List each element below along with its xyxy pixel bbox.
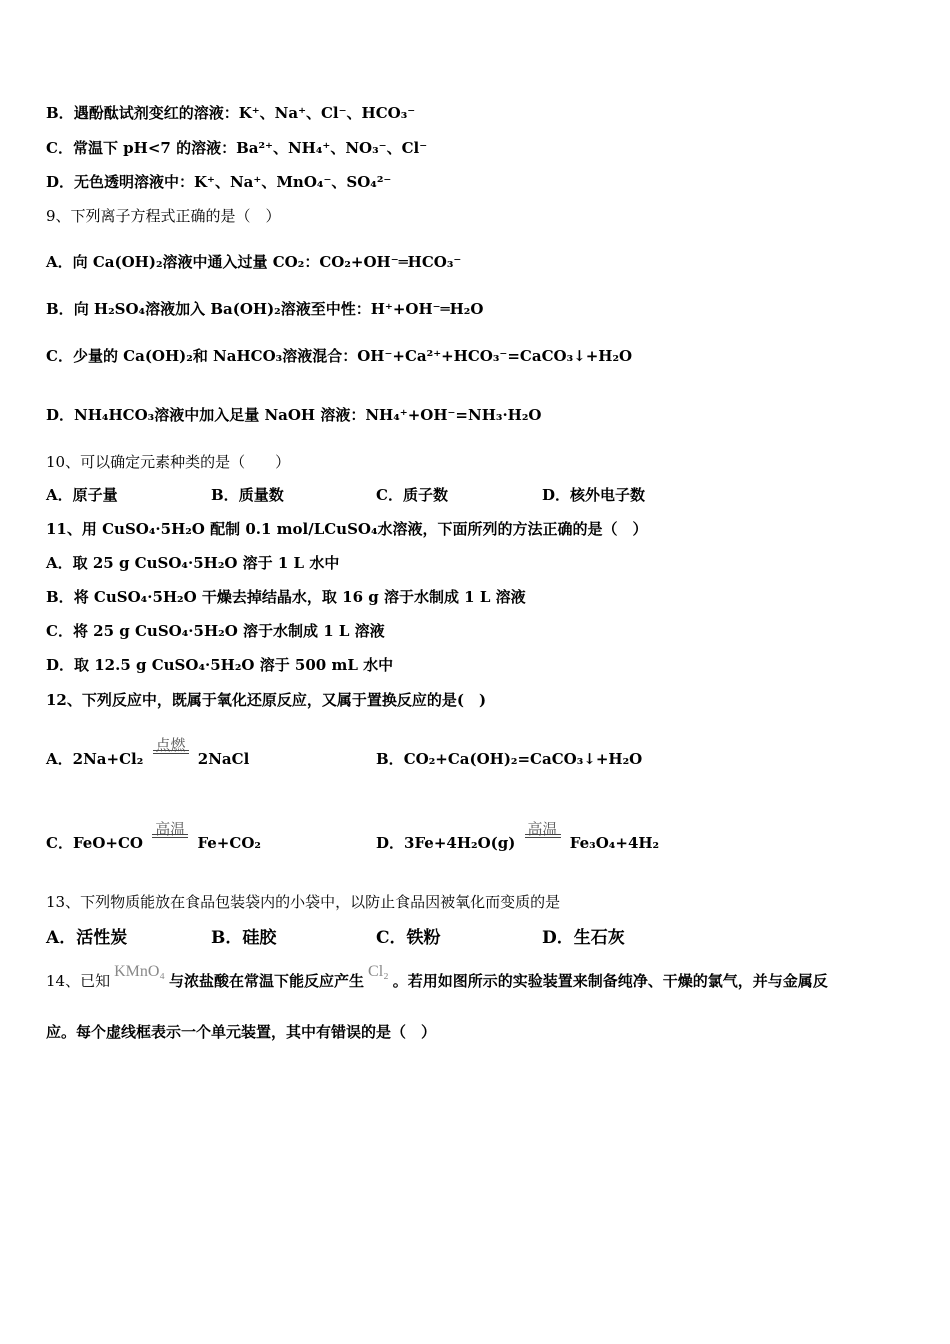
q8-option-d-text: 无色透明溶液中：K⁺、Na⁺、MnO₄⁻、SO₄²⁻ <box>74 173 392 191</box>
q10-stem: 10、可以确定元素种类的是（ ） <box>46 453 291 471</box>
q13-option-b: B．硅胶 <box>211 928 277 948</box>
q9-option-b-text: 向 H₂SO₄溶液加入 Ba(OH)₂溶液至中性：H⁺+OH⁻═H₂O <box>73 300 484 318</box>
q9-option-d: D．NH₄HCO₃溶液中加入足量 NaOH 溶液：NH₄⁺+OH⁻=NH₃·H₂O <box>46 406 542 424</box>
q10-option-a: A．原子量 <box>46 486 118 504</box>
q9-option-c: C．少量的 Ca(OH)₂和 NaHCO₃溶液混合：OH⁻+Ca²⁺+HCO₃⁻=CaCO₃↓+H₂O <box>46 347 633 365</box>
q13-option-d: D．生石灰 <box>542 928 625 948</box>
q14-stem-line2: 应。每个虚线框表示一个单元装置，其中有错误的是（ ） <box>46 1023 437 1041</box>
q8-option-b-text: 遇酚酞试剂变红的溶液：K⁺、Na⁺、Cl⁻、HCO₃⁻ <box>73 104 416 122</box>
q11-option-b-text: 将 CuSO₄·5H₂O 干燥去掉结晶水，取 16 g 溶于水制成 1 L 溶液 <box>73 588 526 606</box>
q12-option-b: B．CO₂+Ca(OH)₂=CaCO₃↓+H₂O <box>376 750 643 768</box>
q12-option-d-condition: 高温 <box>525 834 561 854</box>
q14-kmno4: KMnO₄ <box>114 963 166 980</box>
q8-option-c-text: 常温下 pH<7 的溶液：Ba²⁺、NH₄⁺、NO₃⁻、Cl⁻ <box>72 139 428 157</box>
q8-option-c: C．常温下 pH<7 的溶液：Ba²⁺、NH₄⁺、NO₃⁻、Cl⁻ <box>46 139 428 157</box>
q13-option-a: A．活性炭 <box>46 928 128 948</box>
q9-option-c-text: 少量的 Ca(OH)₂和 NaHCO₃溶液混合：OH⁻+Ca²⁺+HCO₃⁻=CaCO₃↓+H₂O <box>72 347 633 365</box>
q9-option-b: B．向 H₂SO₄溶液加入 Ba(OH)₂溶液至中性：H⁺+OH⁻═H₂O <box>46 300 484 318</box>
q11-option-c: C．将 25 g CuSO₄·5H₂O 溶于水制成 1 L 溶液 <box>46 622 385 640</box>
q10-option-b: B．质量数 <box>211 486 284 504</box>
q9-option-a: A．向 Ca(OH)₂溶液中通入过量 CO₂：CO₂+OH⁻═HCO₃⁻ <box>46 253 462 271</box>
q8-option-b: B．遇酚酞试剂变红的溶液：K⁺、Na⁺、Cl⁻、HCO₃⁻ <box>46 104 416 122</box>
q11-stem: 11、用 CuSO₄·5H₂O 配制 0.1 mol/LCuSO₄水溶液，下面所列的方法正确的是（ ） <box>46 520 648 538</box>
q11-option-a: A．取 25 g CuSO₄·5H₂O 溶于 1 L 水中 <box>46 554 340 572</box>
q11-option-a-text: 取 25 g CuSO₄·5H₂O 溶于 1 L 水中 <box>72 554 340 572</box>
q10-option-c: C．质子数 <box>376 486 448 504</box>
q8-option-d: D．无色透明溶液中：K⁺、Na⁺、MnO₄⁻、SO₄²⁻ <box>46 173 392 191</box>
q14-stem-line1: 14、已知KMnO₄与浓盐酸在常温下能反应产生Cl₂。若用如图所示的实验装置来制备纯净、干燥的氯气，并与金属反 <box>46 963 828 990</box>
q13-option-c: C．铁粉 <box>376 928 441 948</box>
q9-stem: 9、下列离子方程式正确的是（ ） <box>46 207 281 225</box>
q12-option-d: D．3Fe+4H₂O(g) 高温 Fe₃O₄+4H₂ <box>376 820 660 852</box>
q12-option-a: A．2Na+Cl₂ 点燃 2NaCl <box>46 736 250 768</box>
q13-stem: 13、下列物质能放在食品包装袋内的小袋中，以防止食品因被氧化而变质的是 <box>46 893 561 911</box>
q9-option-d-text: NH₄HCO₃溶液中加入足量 NaOH 溶液：NH₄⁺+OH⁻=NH₃·H₂O <box>74 406 542 424</box>
q11-option-b: B．将 CuSO₄·5H₂O 干燥去掉结晶水，取 16 g 溶于水制成 1 L 溶液 <box>46 588 526 606</box>
q11-option-c-text: 将 25 g CuSO₄·5H₂O 溶于水制成 1 L 溶液 <box>72 622 385 640</box>
q11-option-d: D．取 12.5 g CuSO₄·5H₂O 溶于 500 mL 水中 <box>46 656 394 674</box>
q12-option-c-condition: 高温 <box>152 834 188 854</box>
q9-option-a-text: 向 Ca(OH)₂溶液中通入过量 CO₂：CO₂+OH⁻═HCO₃⁻ <box>72 253 462 271</box>
q12-option-a-condition: 点燃 <box>153 750 189 770</box>
q12-stem: 12、下列反应中，既属于氧化还原反应，又属于置换反应的是( ) <box>46 691 487 709</box>
q12-option-c: C．FeO+CO 高温 Fe+CO₂ <box>46 820 261 852</box>
q11-option-d-text: 取 12.5 g CuSO₄·5H₂O 溶于 500 mL 水中 <box>74 656 394 674</box>
q14-cl2: Cl₂ <box>368 963 389 980</box>
q10-option-d: D．核外电子数 <box>542 486 646 504</box>
